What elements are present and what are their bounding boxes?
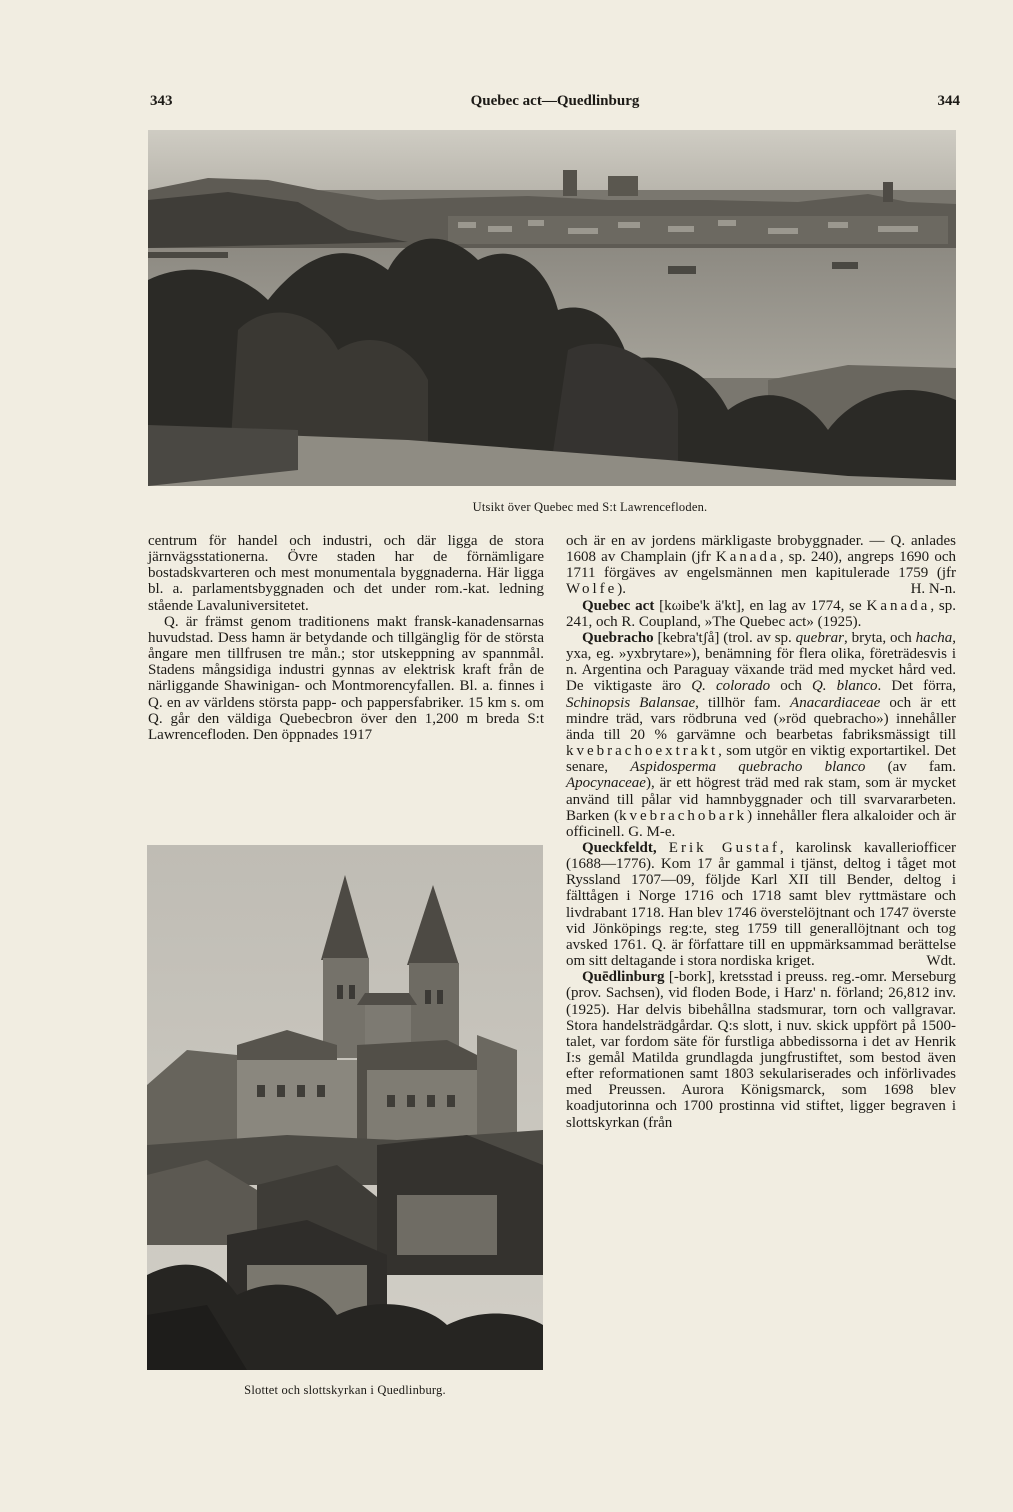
headword-quedlinburg: Quēdlinburg [582,969,665,986]
entry-queckfeldt: Queckfeldt, Erik Gustaf, karolinsk kavalleriofficer (1688—1776). Kom 17 år gammal i tjänst, deltog i tåget mot Ryssland 1707—09, följde Karl XII till Bender, deltog i fälttågen i Norge 1716 och 1718 samt blev ryttmästare och livdrabant 1718. Han blev 1746 överstelöjtnant och 1747 överste vid Jönköpings reg:te, steg 1759 till generallöjtnant och tog avsked 1761. Q. är författare till en uppmärksammad berättelse om sitt deltagande i stora nordiska kriget. Wdt. [566,839,956,970]
quedlinburg-photo [147,845,543,1370]
quebec-photo-illustration [148,130,956,486]
crossref-kanada-2[interactable]: Kanada [866,597,931,614]
left-column-top [148,533,544,743]
running-header [150,93,960,115]
page-number-left: 343 [150,93,173,109]
running-title: Quebec act—Quedlinburg [470,93,640,109]
entry-quedlinburg: Quēdlinburg [-bork], kretsstad i preuss. reg.-omr. Merseburg (prov. Sachsen), vid floden Bode, i Harz' n. förland; 26,812 inv. (1925). Har delvis bibehållna stadsmurar, torn och vallgravar. Stora handelsträdgårdar. Q:s slott, i nuv. skick uppfört på 1500-talet, var fordom säte för furstliga abbedissorna i det av Henrik I:s gemål Matilda grundlagda jungfrustiftet, som bestod även efter reformationen samt 1803 sekulariserades och införlivades med Preussen. Aurora Königsmarck, som 1698 blev koadjutorinna och 1700 prostinna vid stiftet, ligger begraven i slottskyrkan (från [566,969,956,1131]
headword-quebec-act: Quebec act [582,597,655,614]
crossref-wolfe[interactable]: Wolfe [566,581,618,598]
entry-quebec-continued: och är en av jordens märkligaste brobyggnader. — Q. anlades 1608 av Champlain (jfr Kanada, sp. 240), angreps 1690 och 1711 förgäves av engelsmännen men kapitulerade 1759 (jfr Wolfe). H. N-n. [566,533,956,598]
entry-quebec-act: Quebec act [kωibe'k ä'kt], en lag av 1774, se Kanada, sp. 241, och R. Coupland, »The Quebec act» (1925). [566,597,956,630]
author-signature-wdt: Wdt. [926,953,956,970]
right-column [566,533,956,1131]
quedlinburg-photo-illustration [147,845,543,1370]
crossref-kvebrachobark[interactable]: kvebrachobark [618,807,748,824]
entry-quebracho: Quebracho [kebra'tʃå] (trol. av sp. quebrar, bryta, och hacha, yxa, eg. »yxbrytare»), benämning för flera olika, företrädesvis i n. Argentina och Paraguay växande träd med mycket hård ved. De viktigaste äro Q. colorado och Q. blanco. Det förra, Schinopsis Balansae, tillhör fam. Anacardiaceae och är ett mindre träd, vars rödbruna ved (»röd quebracho») innehåller ända till 20 % garvämne och bearbetas fabriksmässigt till kvebrachoextrakt, som utgör en viktig exportartikel. Det senare, Aspidosperma quebracho blanco (av fam. Apocynaceae), är ett högrest träd med rak stam, som är mycket använd till pålar vid hamnbyggnader och till svarvararbeten. Barken (kvebrachobark) innehåller flera alkaloider och är officinell. G. M-e. [566,629,956,840]
headword-quebracho: Quebracho [582,629,654,646]
quebec-photo-caption: Utsikt över Quebec med S:t Lawrencefloden. [472,500,708,514]
quedlinburg-photo-caption: Slottet och slottskyrkan i Quedlinburg. [244,1383,446,1397]
crossref-kvebrachoextrakt[interactable]: kvebrachoextrakt [566,743,719,760]
page-number-right: 344 [937,93,960,109]
quebec-paragraph-2: Q. är främst genom traditionens makt fransk-kanadensarnas huvudstad. Dess hamn är betydande och tillgänglig för de största ångare men tillfrusen tre mån.; stor utskeppning av spannmål. Stadens mångsidiga industri gynnas av elektrisk kraft från de närliggande Shawinigan- och Montmorencyfallen. Bl. a. finnes i Q. en av världens största papp- och pappersfabriker. 15 km s. om Q. går den väldiga Quebecbron över den 1,200 m breda S:t Lawrencefloden. Den öppnades 1917 [148,613,544,743]
headword-queckfeldt: Queckfeldt, [582,839,657,856]
crossref-kanada[interactable]: Kanada [715,549,780,566]
quebec-paragraph-1: centrum för handel och industri, och där ligga de stora järnvägsstationerna. Övre staden har de förnämligare bostadskvarteren och mest monumentala byggnaderna. Här ligga bl. a. parlamentsbyggnaden och det under rom.-kat. ledning stående Lavaluniversitetet. [148,533,544,614]
author-signature: H. N-n. [910,581,956,598]
quebec-photo [148,130,956,486]
